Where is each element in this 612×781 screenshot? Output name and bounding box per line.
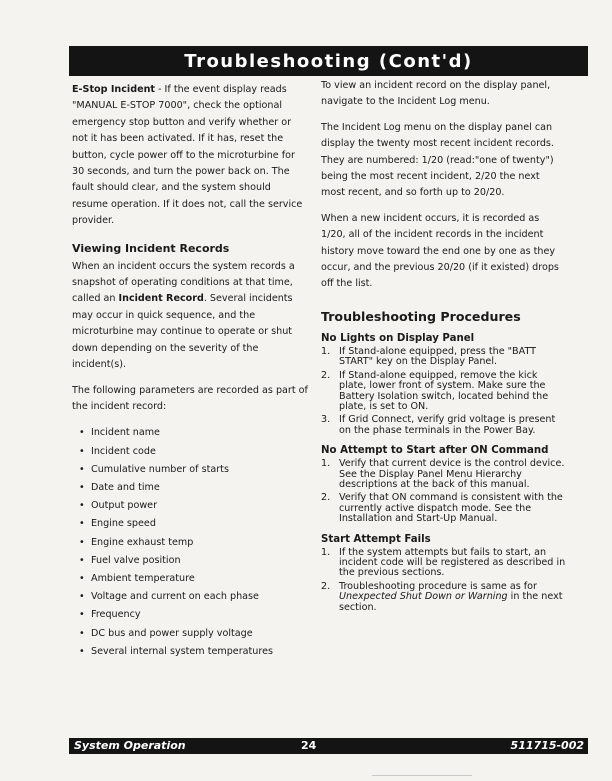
list-item: • Incident code (79, 443, 308, 461)
list-item (321, 582, 566, 613)
parameter-list (72, 424, 308, 661)
left-column (72, 82, 308, 661)
step-text: Troubleshooting procedure is same as for (339, 580, 537, 592)
step-text: Verify that current device is the control device. See the Display Panel Menu Hierarchy descriptions at the back of this manual. (339, 458, 565, 490)
viewing-text-post: . Several incidents may occur in quick sequence, and the microturbine may continue to operate or shut down depending on the severity of the incident(s). (72, 293, 293, 371)
list-item: • Several internal system temperatures (79, 643, 308, 661)
page-title: Troubleshooting (Cont'd) (184, 50, 473, 72)
list-item (321, 371, 566, 413)
list-item (321, 459, 566, 490)
list-item: • Incident name (79, 424, 308, 442)
list-item: • Ambient temperature (79, 570, 308, 588)
list-item: • DC bus and power supply voltage (79, 625, 308, 643)
right-column (321, 78, 566, 616)
step-number: 2. (321, 369, 331, 381)
step-text: If Stand-alone equipped, remove the kick plate, lower front of system. Make sure the Battery Isolation switch, located behind the plate, is set to ON. (339, 369, 549, 412)
step-text: in the next section. (339, 591, 563, 613)
step-text: If the system attempts but fails to start, an incident code will be registered as described in the previous sections. (339, 546, 566, 579)
page-footer-bar (69, 738, 588, 754)
list-item: • Engine exhaust temp (79, 534, 308, 552)
step-text-italic: Unexpected Shut Down or Warning (339, 591, 508, 603)
list-item: • Fuel valve position (79, 552, 308, 570)
start-fails-steps (321, 548, 566, 613)
page-header-bar (69, 46, 588, 76)
viewing-text-pre: When an incident occurs the system records a snapshot of operating conditions at that time, called an (72, 260, 295, 305)
estop-text: - If the event display reads "MANUAL E-STOP 7000", check the optional emergency stop button and verify whether or not it has been activated. If it has, reset the button, cycle power off to the microturbine for 30 seconds, and turn the power back on. The fault should clear, and the system should resume operation. If it does not, call the service provider. (72, 84, 303, 227)
list-item: • Voltage and current on each phase (79, 588, 308, 606)
step-number: 2. (321, 580, 331, 592)
list-item (321, 493, 566, 524)
list-item: • Engine speed (79, 515, 308, 533)
section-heading-no-lights: No Lights on Display Panel (321, 332, 475, 344)
step-number: 1. (321, 345, 331, 357)
incident-record-term: Incident Record (118, 293, 204, 305)
document-number: 511715-002 (510, 739, 584, 752)
section-heading-no-attempt: No Attempt to Start after ON Command (321, 445, 549, 457)
new-incident-paragraph: When a new incident occurs, it is recorded as 1/20, all of the incident records in the incident history move toward the end one by one as they occur, and the previous 20/20 (if it existed) drops off the list. (321, 212, 559, 290)
list-item (321, 415, 566, 436)
section-heading-start-fails: Start Attempt Fails (321, 533, 431, 545)
params-intro: The following parameters are recorded as part of the incident record: (72, 384, 308, 412)
list-item: • Date and time (79, 479, 308, 497)
viewing-paragraph (72, 259, 308, 374)
step-number: 1. (321, 546, 331, 558)
list-item: • Cumulative number of starts (79, 461, 308, 479)
viewing-heading: Viewing Incident Records (72, 241, 230, 255)
estop-label: E-Stop Incident (72, 84, 155, 95)
step-text: Verify that ON command is consistent with the currently active dispatch mode. See the Installation and Start-Up Manual. (339, 492, 563, 525)
no-lights-steps (321, 347, 566, 436)
footer-section-title: System Operation (74, 739, 186, 752)
scan-artifact-line (372, 775, 472, 776)
log-paragraph: The Incident Log menu on the display panel can display the twenty most recent incident records. They are numbered: 1/20 (read:"one of twenty") being the most recent incident, 2/20 the next most recent, and so forth up to 20/20. (321, 121, 554, 199)
list-item: • Frequency (79, 606, 308, 624)
list-item (321, 347, 566, 368)
step-number: 1. (321, 458, 331, 470)
view-paragraph: To view an incident record on the display panel, navigate to the Incident Log menu. (321, 80, 551, 108)
step-text: If Grid Connect, verify grid voltage is present on the phase terminals in the Power Bay. (339, 414, 556, 436)
procedures-heading: Troubleshooting Procedures (321, 308, 521, 324)
step-number: 2. (321, 492, 331, 504)
estop-paragraph (72, 82, 308, 230)
step-text: If Stand-alone equipped, press the "BATT START" key on the Display Panel. (339, 345, 537, 368)
step-number: 3. (321, 414, 331, 426)
page-number: 24 (301, 739, 317, 752)
list-item (321, 548, 566, 579)
list-item: • Output power (79, 497, 308, 515)
no-attempt-steps (321, 459, 566, 524)
